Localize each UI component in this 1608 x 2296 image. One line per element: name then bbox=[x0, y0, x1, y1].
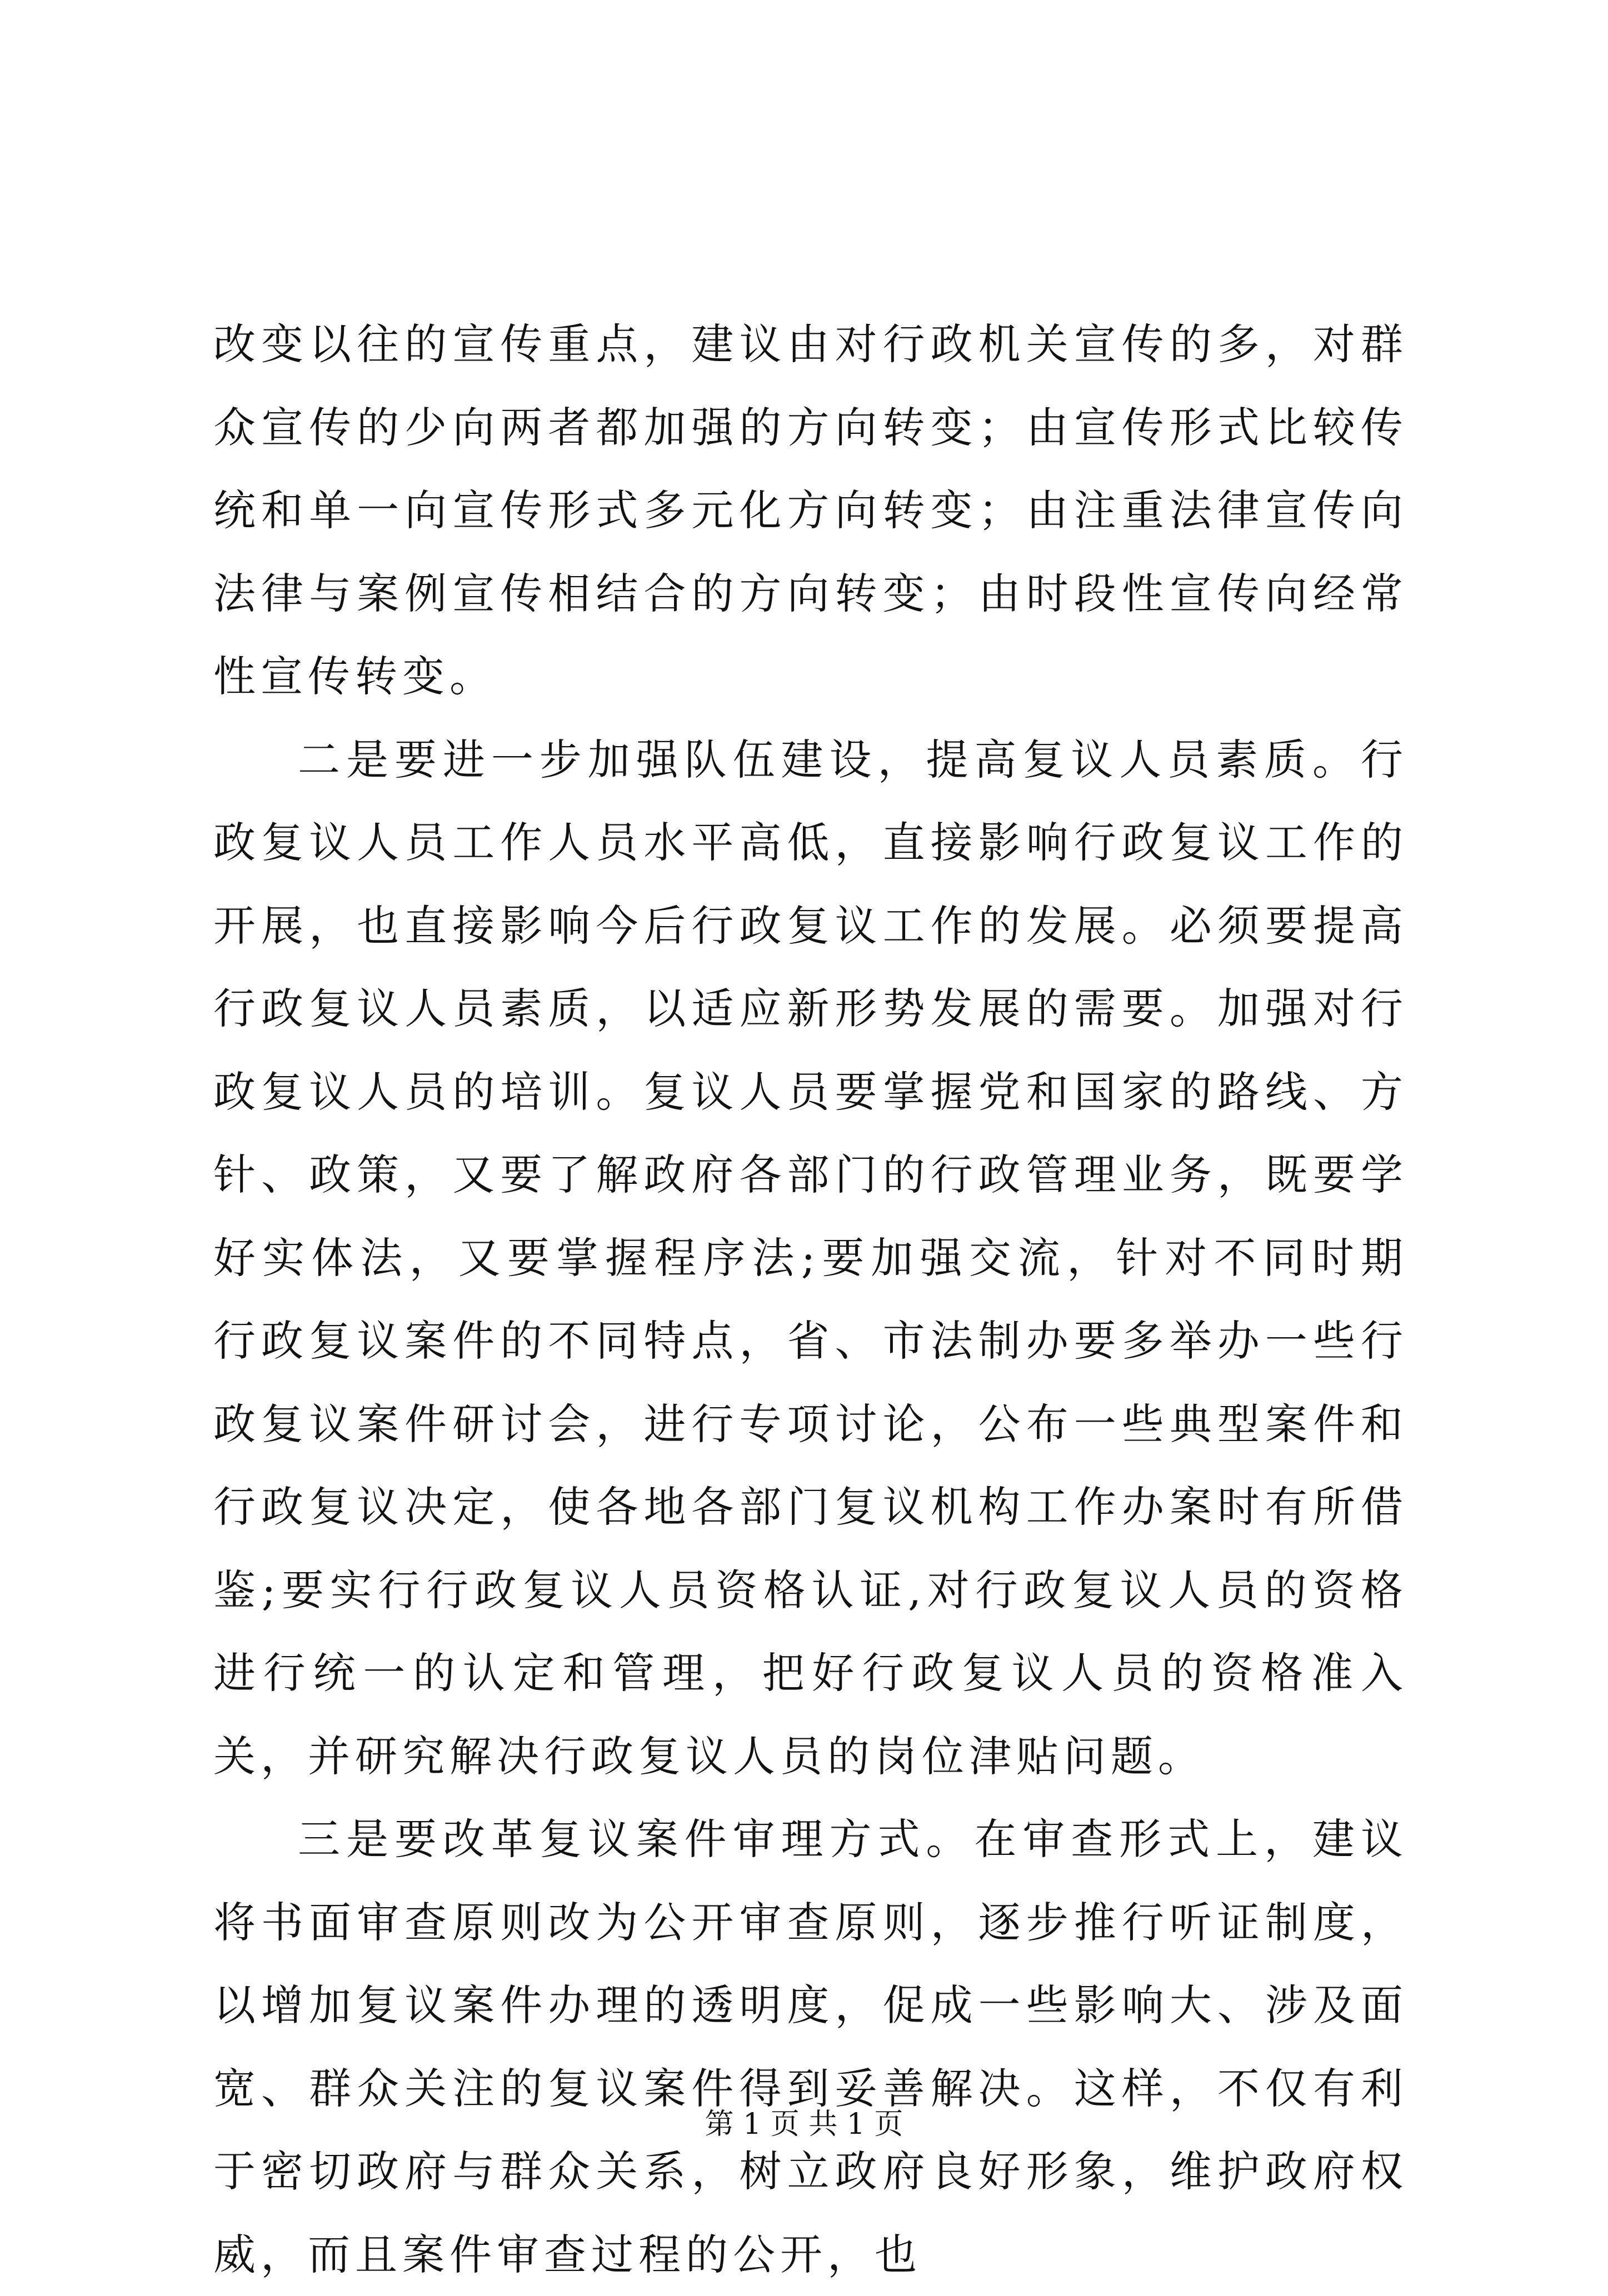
paragraph-team-building: 二是要进一步加强队伍建设，提高复议人员素质。行政复议人员工作人员水平高低，直接影响行政复议工作的开展，也直接影响今后行政复议工作的发展。必须要提高行政复议人员素质，以适应新形势发展的需要。加强对行政复议人员的培训。复议人员要掌握党和国家的路线、方针、政策，又要了解政府各部门的行政管理业务，既要学好实体法，又要掌握程序法;要加强交流，针对不同时期行政复议案件的不同特点，省、市法制办要多举办一些行政复议案件研讨会，进行专项讨论，公布一些典型案件和行政复议决定，使各地各部门复议机构工作办案时有所借鉴;要实行行政复议人员资格认证,对行政复议人员的资格进行统一的认定和管理，把好行政复议人员的资格准入关，并研究解决行政复议人员的岗位津贴问题。 bbox=[213, 734, 1408, 1781]
page-footer: 第 1 页 共 1 页 bbox=[705, 2108, 903, 2141]
paragraph-review-reform: 三是要改革复议案件审理方式。在审查形式上，建议将书面审查原则改为公开审查原则，逐步推行听证制度，以增加复议案件办理的透明度，促成一些影响大、涉及面宽、群众关注的复议案件得到妥善解决。这样，不仅有利于密切政府与群众关系，树立政府良好形象，维护政府权威，而且案件审查过程的公开，也 bbox=[213, 1814, 1408, 2279]
paragraph-continuation: 改变以往的宣传重点，建议由对行政机关宣传的多，对群众宣传的少向两者都加强的方向转变；由宣传形式比较传统和单一向宣传形式多元化方向转变；由注重法律宣传向法律与案例宣传相结合的方向转变；由时段性宣传向经常性宣传转变。 bbox=[213, 319, 1408, 701]
document-body bbox=[213, 303, 1408, 2296]
